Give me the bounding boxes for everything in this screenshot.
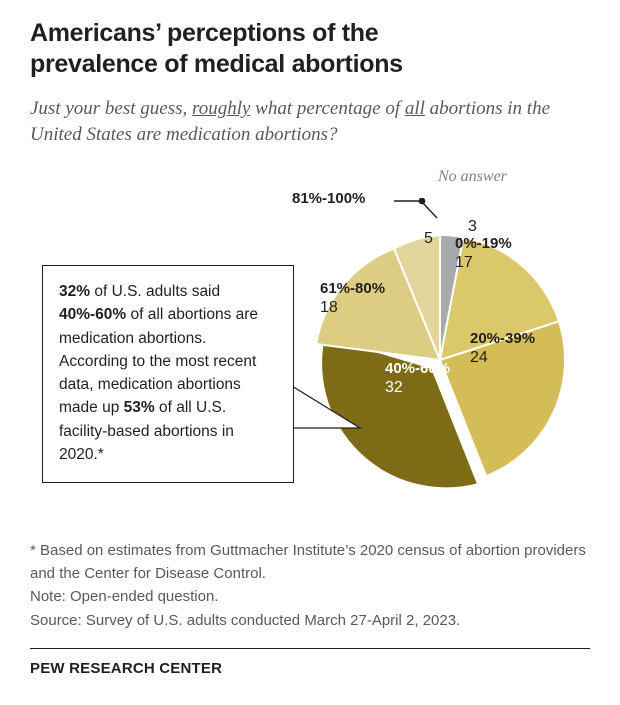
slice-label-0-19	[455, 235, 512, 272]
pie-chart-svg	[300, 185, 580, 495]
slice-label-61-80	[320, 280, 385, 317]
callout-stat-3: 53%	[123, 399, 155, 417]
title-line-1: Americans’ perceptions of the	[30, 19, 379, 47]
leader-line-81-100	[393, 198, 445, 220]
note: Note: Open-ended question.	[30, 588, 219, 605]
notes-block	[30, 540, 590, 633]
callout-pointer	[292, 382, 362, 432]
subtitle-part-1: Just your best guess,	[30, 98, 193, 119]
slice-name-no-answer: No answer	[438, 168, 507, 185]
brand-label: PEW RESEARCH CENTER	[30, 660, 223, 677]
subtitle-part-2: what percentage of	[250, 98, 405, 119]
divider	[30, 648, 590, 649]
callout-stat-1: 32%	[59, 283, 91, 300]
subtitle-part-3: abortions in the United States are medication abortions?	[30, 98, 551, 145]
slice-label-20-39	[470, 330, 535, 367]
slice-value-40-60: 32	[385, 379, 403, 396]
callout-text-3: of all U.S. facility-based abortions in 2020.*	[59, 399, 234, 463]
slice-label-40-60	[385, 360, 450, 397]
callout-box	[42, 265, 294, 483]
slice-name-0-19: 0%-19%	[455, 235, 512, 252]
slice-value-no-answer: 3	[468, 218, 477, 235]
callout-stat-2: 40%-60%	[59, 306, 127, 324]
slice-name-40-60: 40%-60%	[385, 360, 451, 377]
callout-text-2: of all abortions are medication abortions. According to the most recent data, medication abortions made up	[59, 306, 259, 417]
callout-text-1: of U.S. adults said	[90, 283, 221, 300]
footnote: * Based on estimates from Guttmacher Institute’s 2020 census of abortion providers and the Center for Disease Control.	[30, 542, 586, 582]
slice-name-81-100: 81%-100%	[292, 190, 366, 207]
slice-value-81-100: 5	[424, 230, 433, 247]
pie-chart	[0, 160, 620, 520]
slice-name-20-39: 20%-39%	[470, 330, 536, 347]
slice-value-20-39: 24	[470, 349, 488, 366]
chart-subtitle	[30, 96, 590, 147]
slice-value-0-19: 17	[455, 254, 473, 271]
page-title	[30, 18, 550, 81]
source: Source: Survey of U.S. adults conducted March 27-April 2, 2023.	[30, 611, 461, 629]
slice-name-61-80: 61%-80%	[320, 280, 386, 297]
subtitle-underline-2: all	[404, 98, 425, 119]
title-line-2: prevalence of medical abortions	[30, 50, 403, 79]
slice-value-61-80: 18	[320, 299, 338, 316]
subtitle-underline-1: roughly	[192, 98, 251, 119]
